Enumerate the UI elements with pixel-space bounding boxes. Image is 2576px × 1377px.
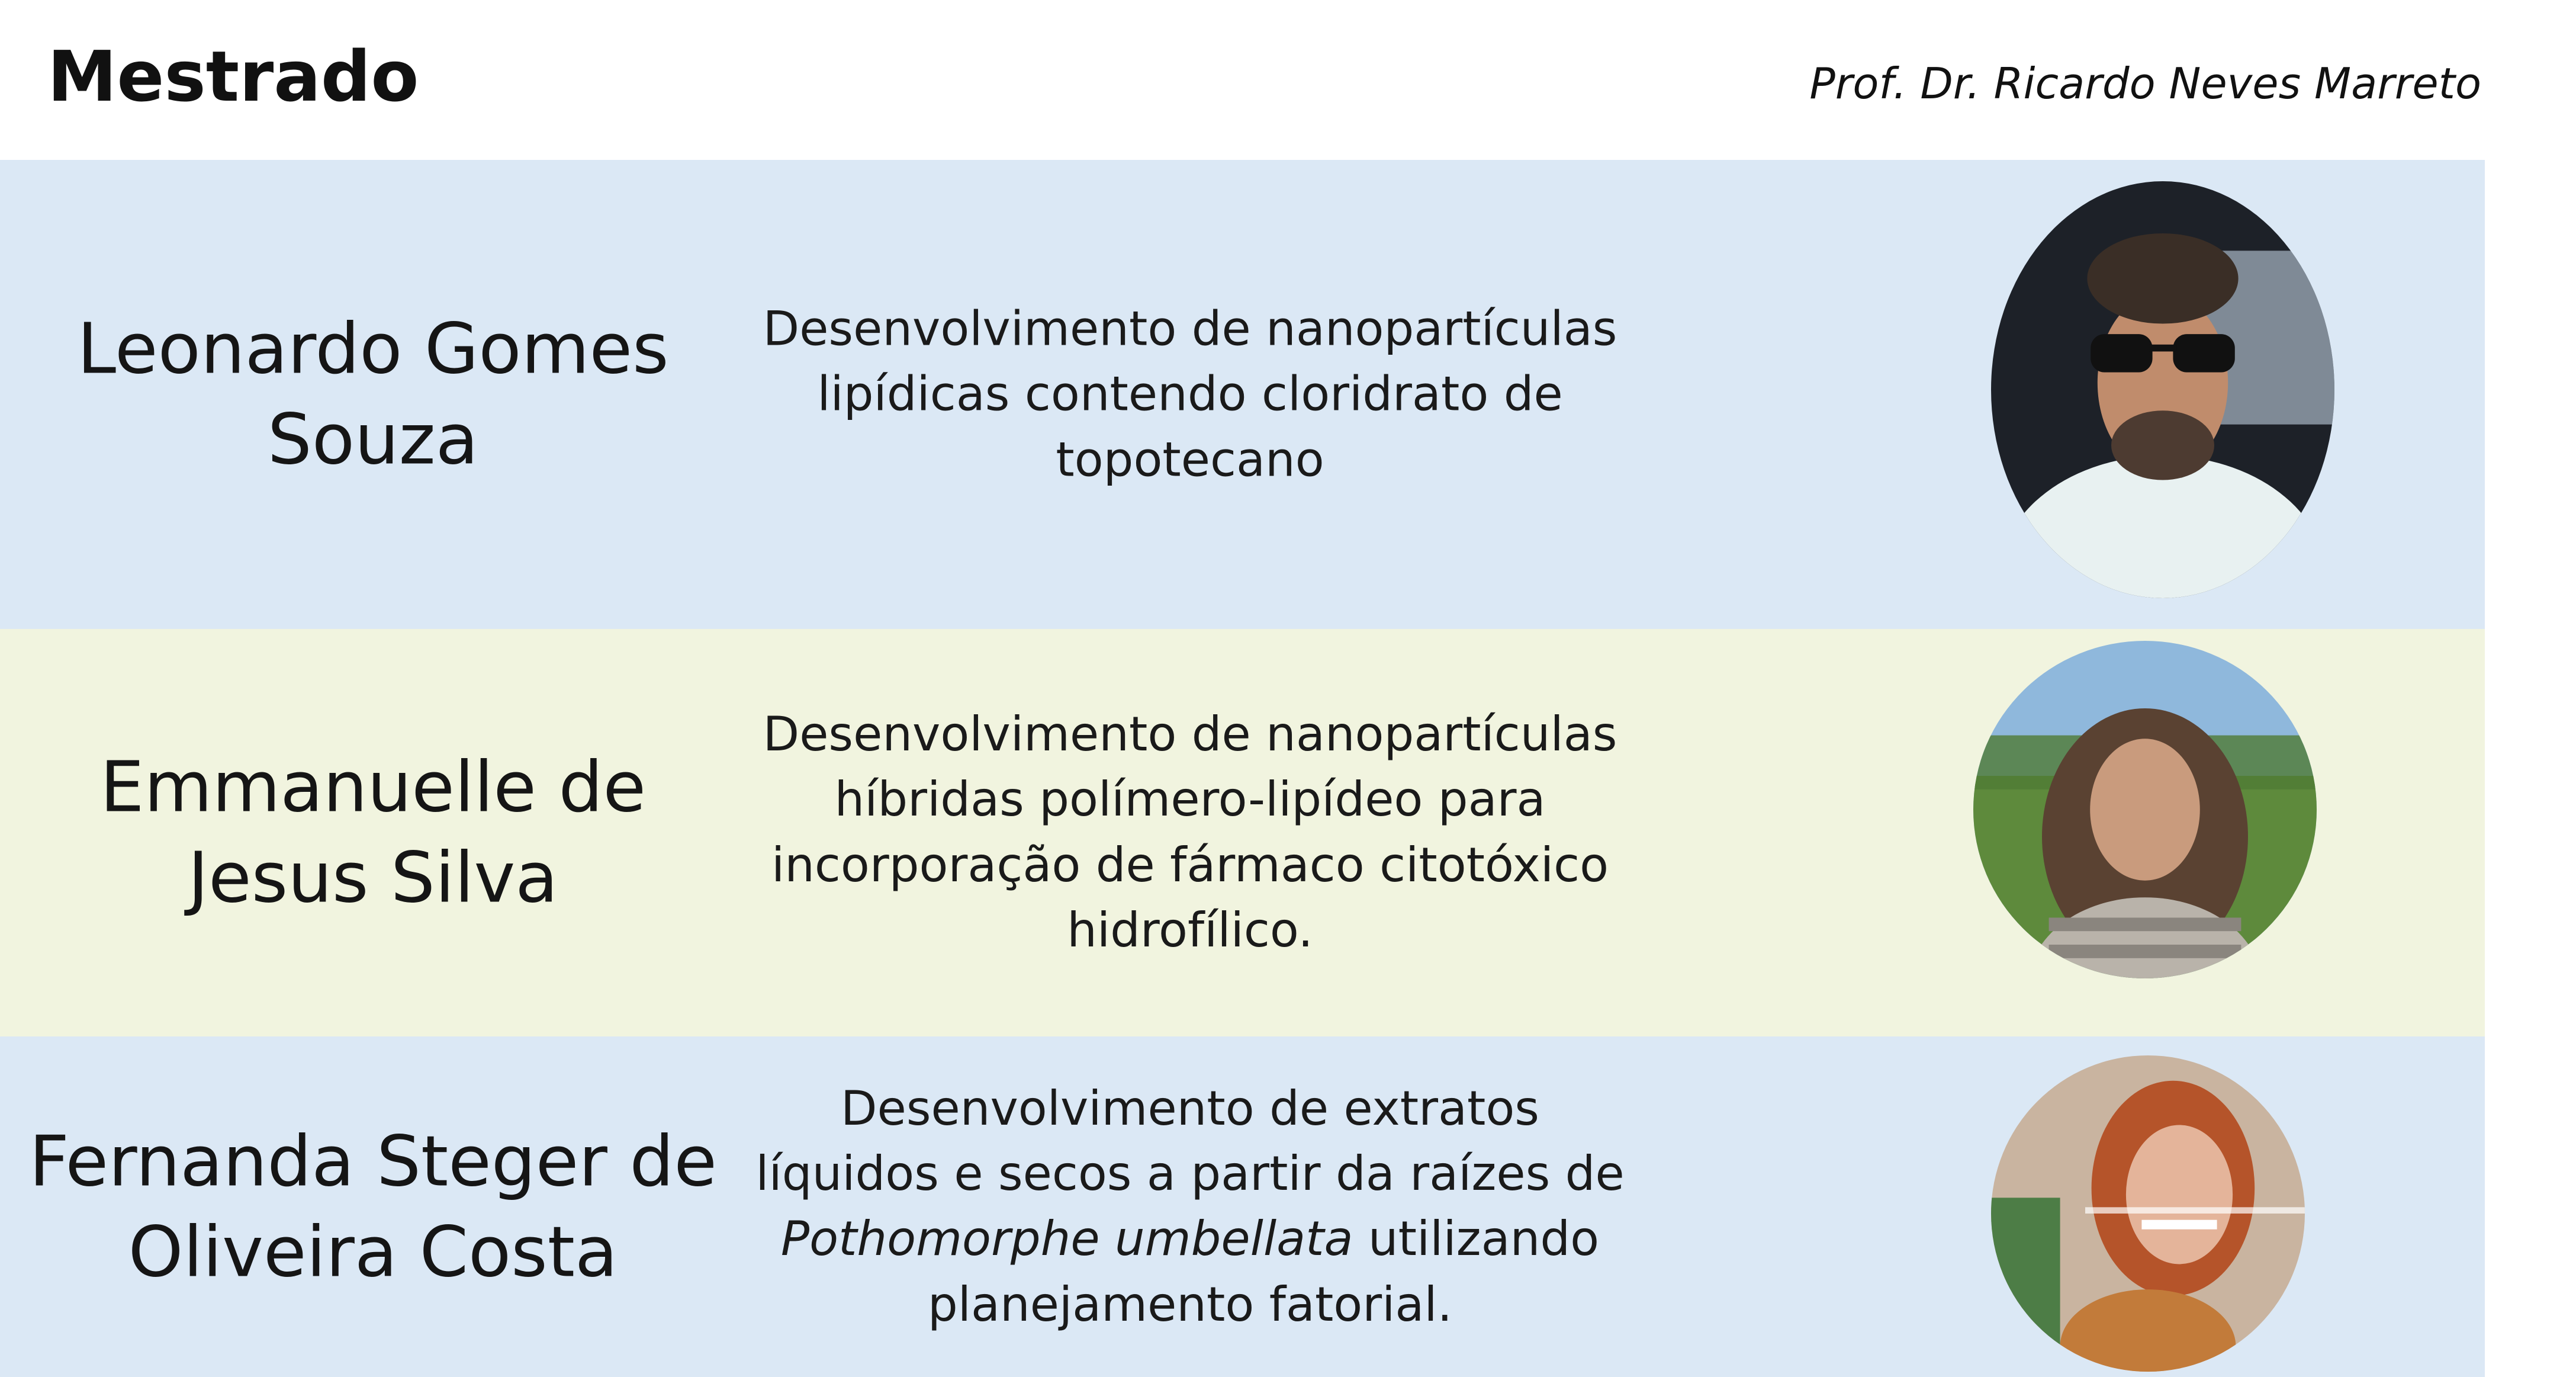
project-title-text: utilizando — [1353, 1211, 1600, 1267]
student-name — [24, 742, 722, 924]
student-row-fernanda — [0, 1036, 2485, 1377]
student-name — [24, 304, 722, 486]
project-title-line: Desenvolvimento de extratos — [841, 1080, 1539, 1136]
project-title-line — [740, 1207, 1640, 1272]
student-name — [24, 1116, 722, 1298]
project-title-line: híbridas polímero-lipídeo para — [834, 772, 1546, 827]
project-title — [740, 702, 1640, 964]
student-photo — [1991, 181, 2334, 598]
student-name-line: Souza — [267, 399, 479, 480]
student-photo — [1991, 1055, 2305, 1372]
student-row-emmanuelle — [0, 629, 2485, 1036]
project-title-line: líquidos e secos a partir da raízes de — [755, 1146, 1625, 1202]
project-title-line: hidrofílico. — [1067, 903, 1313, 958]
student-name-line: Oliveira Costa — [128, 1211, 618, 1293]
advisor-name: Prof. Dr. Ricardo Neves Marreto — [1809, 59, 2481, 108]
project-title-line: planejamento fatorial. — [927, 1276, 1453, 1332]
student-name-line: Leonardo Gomes — [77, 307, 669, 390]
student-name-line: Jesus Silva — [188, 837, 558, 919]
project-title-line: Desenvolvimento de nanopartículas — [763, 707, 1617, 762]
header — [0, 0, 2576, 160]
student-list — [0, 160, 2485, 1377]
project-title — [740, 1076, 1640, 1338]
student-name-line: Fernanda Steger de — [29, 1120, 717, 1202]
student-name-line: Emmanuelle de — [99, 746, 647, 828]
project-title-line: Desenvolvimento de nanopartículas — [763, 301, 1617, 357]
project-title-line: topotecano — [1056, 432, 1324, 487]
species-name: Pothomorphe umbellata — [780, 1211, 1353, 1267]
student-row-leonardo — [0, 160, 2485, 629]
project-title-line: lipídicas contendo cloridrato de — [817, 366, 1563, 422]
student-photo — [1973, 641, 2317, 978]
page-title: Mestrado — [47, 36, 419, 117]
project-title — [740, 296, 1640, 492]
project-title-line: incorporação de fármaco citotóxico — [771, 837, 1609, 893]
